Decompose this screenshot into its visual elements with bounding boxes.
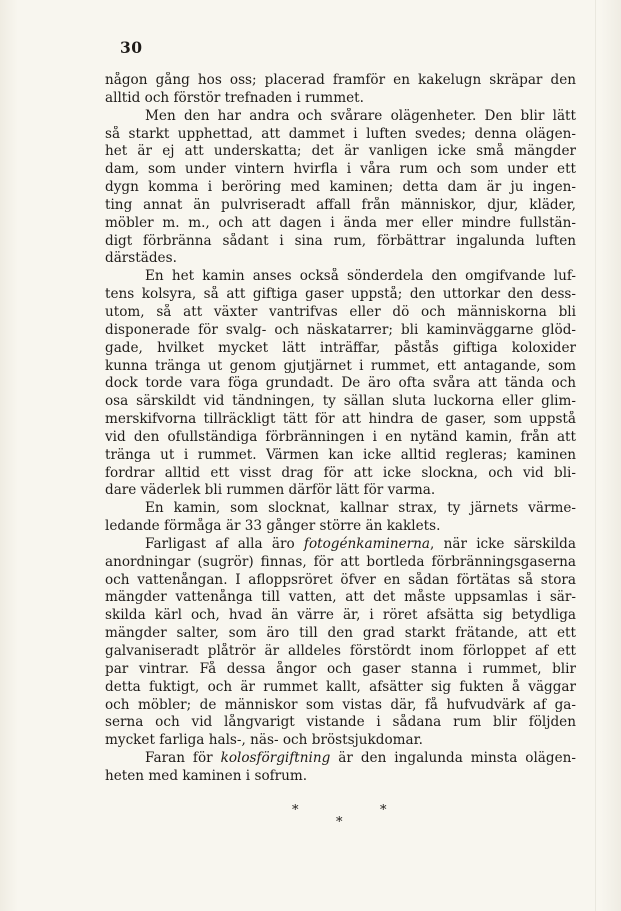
text-segment: någon gång hos oss; placerad framför en kakelugn skräpar den — [105, 72, 576, 88]
text-line — [105, 304, 576, 322]
text-line — [105, 625, 576, 643]
text-line — [105, 411, 576, 429]
text-segment: heten med kaminen i sofrum. — [105, 767, 308, 784]
text-segment: serna och vid långvarigt vistande i sådana rum blir följden — [105, 714, 576, 731]
text-segment: En het kamin anses också sönderdela den omgifvande luf- — [145, 268, 576, 285]
text-segment: mängder salter, som äro till den grad starkt frätande, att ett — [105, 625, 576, 642]
text-line — [105, 750, 576, 768]
text-line — [105, 518, 576, 536]
text-segment: gade, hvilket mycket lätt inträffar, påstås giftiga koloxider — [105, 339, 576, 356]
text-segment: är den ingalunda minsta olägen- — [330, 750, 576, 767]
text-line — [105, 161, 576, 179]
text-segment: och möbler; de människor som vistas där, få hufvudvärk af ga- — [105, 696, 576, 713]
page-crease — [595, 0, 596, 911]
text-segment: dock torde vara föga grundadt. De äro ofta svåra att tända och — [105, 375, 576, 392]
text-segment: disponerade för svalg- och näskatarrer; bli kaminväggarne glöd- — [105, 321, 576, 338]
text-line — [105, 732, 576, 750]
text-line — [105, 340, 576, 358]
italic-term: fotogénkaminerna — [303, 535, 431, 552]
text-segment: galvaniseradt plåtrör är alldeles förstördt inom förloppet af ett — [105, 643, 576, 659]
text-segment: Faran för — [145, 750, 221, 767]
text-line — [105, 322, 576, 340]
text-segment: tens kolsyra, så att giftiga gaser uppstå; den uttorkar den dess- — [105, 286, 576, 303]
text-line — [105, 697, 576, 715]
text-segment: Farligast af alla äro — [145, 535, 304, 552]
text-line — [105, 358, 576, 376]
text-line — [105, 572, 576, 590]
text-segment: tränga ut i rummet. Värmen kan icke alltid regleras; kaminen — [105, 446, 576, 463]
text-line — [105, 215, 576, 233]
text-segment: ledande förmåga är 33 gånger större än kaklets. — [105, 518, 441, 535]
text-segment: anordningar (sugrör) finnas, för att bortleda förbränningsgaserna — [105, 553, 576, 570]
text-segment: detta fuktigt, och är rummet kallt, afsätter sig fukten å väggar — [105, 678, 576, 695]
text-segment: möbler m. m., och att dagen i ända mer eller mindre fullstän- — [105, 214, 576, 231]
text-segment: dare väderlek bli rummen därför lätt för varma. — [105, 482, 436, 499]
page-number: 30 — [120, 38, 143, 57]
text-segment: digt förbränna sådant i sina rum, förbättrar ingalunda luften — [105, 232, 576, 249]
text-segment: och vattenångan. I afloppsröret öfver en sådan förtätas så stora — [105, 571, 576, 588]
text-line — [105, 714, 576, 732]
text-line — [105, 250, 576, 268]
text-line — [105, 536, 576, 554]
text-segment: mängder vattenånga till vatten, att det måste uppsamlas i sär- — [105, 589, 576, 606]
text-line — [105, 268, 576, 286]
text-line — [105, 500, 576, 518]
text-segment: par vintrar. Få dessa ångor och gaser stanna i rummet, blir — [105, 660, 576, 677]
text-line — [105, 393, 576, 411]
text-segment: ting annat än pulvriseradt affall från människor, djur, kläder, — [105, 196, 576, 213]
text-line — [105, 108, 576, 126]
text-segment: därstädes. — [105, 250, 177, 267]
text-segment: kunna tränga ut genom gjutjärnet i rummet, ett antagande, som — [105, 357, 576, 374]
text-segment: så starkt upphettad, att dammet i luften svedes; denna olägen- — [105, 125, 576, 142]
text-segment: skilda kärl och, hvad än värre är, i röret afsätta sig betydliga — [105, 607, 576, 624]
asterism: * — [336, 815, 343, 830]
text-line — [105, 143, 576, 161]
text-line — [105, 643, 576, 661]
text-line — [105, 447, 576, 465]
text-line — [105, 126, 576, 144]
italic-term: kolosförgiftning — [220, 750, 331, 767]
text-line — [105, 233, 576, 251]
text-line — [105, 661, 576, 679]
asterism: * — [292, 803, 299, 818]
text-segment: En kamin, som slocknat, kallnar strax, ty järnets värme- — [145, 500, 576, 517]
text-line — [105, 90, 576, 108]
text-segment: dygn komma i beröring med kaminen; detta dam är ju ingen- — [105, 179, 576, 196]
text-line — [105, 768, 576, 786]
text-segment: vid den ofullständiga förbränningen i en nytänd kamin, från att — [105, 428, 576, 445]
body-text — [105, 72, 576, 786]
text-line — [105, 554, 576, 572]
text-line — [105, 429, 576, 447]
text-segment: Men den har andra och svårare olägenheter. Den blir lätt — [145, 107, 576, 124]
text-line — [105, 465, 576, 483]
text-segment: merskifvorna tillräckligt tätt för att hindra de gaser, som uppstå — [105, 411, 576, 428]
text-line — [105, 286, 576, 304]
text-segment: utom, så att växter vantrifvas eller dö och människorna bli — [105, 303, 576, 320]
text-segment: het är ej att underskatta; det är vanligen icke små mängder — [105, 143, 576, 160]
text-segment: alltid och förstör trefnaden i rummet. — [105, 89, 364, 106]
text-line — [105, 607, 576, 625]
text-line — [105, 197, 576, 215]
text-segment: mycket farliga hals-, näs- och bröstsjukdomar. — [105, 732, 423, 749]
text-line — [105, 72, 576, 90]
text-line — [105, 482, 576, 500]
text-segment: fordrar alltid ett visst drag för att icke slockna, och vid bli- — [105, 464, 576, 481]
text-segment: , när icke särskilda — [430, 535, 576, 552]
asterism: * — [380, 803, 387, 818]
text-line — [105, 679, 576, 697]
text-line — [105, 179, 576, 197]
section-break-asterisms — [0, 803, 621, 833]
text-segment: dam, som under vintern hvirfla i våra rum och som under ett — [105, 161, 576, 178]
text-line — [105, 589, 576, 607]
text-segment: osa särskildt vid tändningen, ty sällan sluta luckorna eller glim- — [105, 393, 576, 410]
text-line — [105, 375, 576, 393]
